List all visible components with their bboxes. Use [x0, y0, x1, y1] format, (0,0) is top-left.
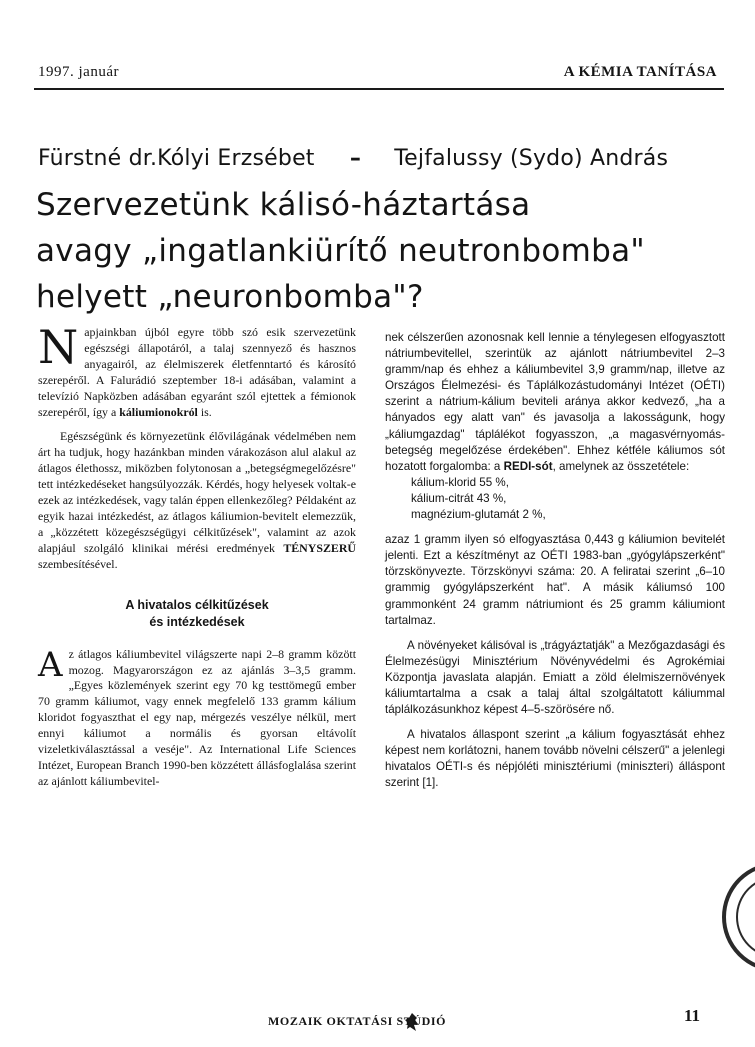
right-paragraph-4: A hivatalos állaspont szerint „a kálium fogyasztását ehhez képest nem korlátozni, hanem tovább növelni célszerű" a jelenlegi hivatalos OÉTI-s és népjóléti minisztériumi (miniszteri) álláspont szerint [1]. [385, 728, 725, 790]
right-paragraph-2: azaz 1 gramm ilyen só elfogyasztása 0,443 g káliumion bevitelét jelenti. Ezt a készítményt az OÉTI 1983-ban „gyógylápszerként" törzskönyvezte. Törzskönyvi száma: 20. A feliratai szerint „6–10 grammig gyógylápszerként hat". A másik káliumsó 100 grammonként 24 gramm nátriumiont és 25 gramm káliumiont tartalmaz. [385, 533, 725, 627]
drop-cap: N [38, 320, 79, 374]
left-column [38, 320, 356, 790]
title-line-2: avagy „ingatlankiürítő neutronbomba" [36, 233, 645, 269]
section-heading [38, 597, 356, 631]
paragraph-2 [38, 429, 356, 572]
right-column [385, 330, 725, 792]
intro-bold: káliumionokról [119, 404, 198, 419]
intro-paragraph [38, 320, 356, 420]
paragraph-2-text: Egészségünk és környezetünk élővilágának védelmében nem árt ha tudjuk, hogy hazánkban minden várakozáson alul alakul az átlagos élethossz, miközben folytonosan a „betegségmegelőzésre" tett intézkedéseket hangsúlyozzák. Kérdés, hogy helyesek voltak-e ezek az intézkedések, vagy talán éppen ellenkezőleg? Példaként az egyik hazai intézkedést, az átlagos káliumion-bevitelt elemezzük, a „közzétett közegészségügyi célkitűzések", valamint az azok alapjául szolgáló klinikai mérési eredmények [38, 429, 356, 555]
paragraph-2-end: szembesítésével. [38, 556, 118, 571]
author-second: Tejfalussy (Sydo) András [394, 146, 669, 171]
redi-salt-name: REDI-sót [503, 459, 553, 473]
paragraph-2-bold: TÉNYSZERŰ [283, 540, 356, 555]
stamp-inner-ring [736, 876, 755, 958]
ingredient-item: magnézium-glutamát 2 %, [411, 508, 546, 522]
intro-text: apjainkban újból egyre több szó esik szervezetünk egészségi állapotáról, a talaj szennyező és hasznos anyagairól, az élelmiszerek életfenntartó és károsító szerepéről. A Falurádió szeptember 18-i adásában, valamint a televízió Napközben adásában egyaránt szól ejtettek a fémionok szerepéről, így a [38, 325, 356, 419]
right-paragraph-1-end: , amelynek az összetétele: [552, 459, 690, 473]
paragraph-3 [38, 644, 356, 790]
ingredient-list [385, 475, 725, 523]
ingredient-item: kálium-citrát 43 %, [411, 491, 507, 505]
footer-studio: MOZAIK OKTATÁSI STÚDIÓ [268, 1014, 447, 1028]
right-paragraph-1 [385, 330, 725, 475]
round-stamp [722, 862, 755, 972]
paragraph-3-text: z átlagos káliumbevitel világszerte napi 2–8 gramm között mozog. Magyarországon ez az ajánlás 3–3,5 gramm. „Egyes közlemények szerint egy 70 kg testtömegű ember 70 gramm káliumot, vagy ennek megfelelő 133 gramm kálium kloridot fogyaszthat el egy nap, mérgezés veszélye nélkül, mert ennyi káliumot a normális és gyorsan eltávolít vizeletkiválasztással a veséje". Az International Life Sciences Intézet, European Branch 1990-ben közzétett állásfoglalása szerint az ajánlott káliumbevitel- [38, 646, 356, 788]
article-title [36, 182, 645, 320]
intro-end: is. [200, 404, 212, 419]
right-paragraph-3: A növényeket kálisóval is „trágyáztatják" a Mezőgazdasági és Élelmezésügyi Minisztérium Növényvédelmi és Agrokémiai Központja javaslata alapján. Emiatt a zöld élelmiszernövények káliumtartalma a csak a talaj által szolgáltatott káliummal táplálkozásunkhoz képest 4–5-szörösére nő. [385, 638, 725, 717]
page-number: 11 [684, 1006, 701, 1025]
author-separator: – [349, 146, 362, 171]
author-first: Fürstné dr.Kólyi Erzsébet [38, 146, 315, 171]
ingredient-item: kálium-klorid 55 %, [411, 475, 509, 489]
right-paragraph-1-text: nek célszerűen azonosnak kell lennie a ténylegesen elfogyasztott nátriumbevitellel, szerintük az ajánlott nátriumbevitel 2–3 gramm/nap és ehhez a káliumbevitel 3,9 gramm/nap, illetve az Országos Élelmezési- és Táplálkozástudományi Intézet (OÉTI) szerint a nátrium-kálium beviteli aránya akkor kedvező, „ha a hányados egy alatt van" és javasolja a lakosságunk, hogy „káliumgazdag" táplálékot fogyasszon, „a magasvérnyomás-betegség megelőzése érdekében". Ehhez kétféle káliumos sót hozatott forgalomba: a [385, 331, 725, 473]
journal-name: A KÉMIA TANÍTÁSA [563, 64, 717, 80]
drop-cap-2: A [38, 644, 63, 685]
title-line-1: Szervezetünk kálisó-háztartása [36, 187, 531, 223]
authors-line [38, 146, 718, 171]
section-heading-line-1: A hivatalos célkitűzések [125, 597, 269, 612]
title-line-3: helyett „neuronbomba"? [36, 279, 424, 315]
header-rule [34, 88, 724, 90]
header-date: 1997. január [38, 64, 119, 80]
section-heading-line-2: és intézkedések [149, 614, 245, 629]
